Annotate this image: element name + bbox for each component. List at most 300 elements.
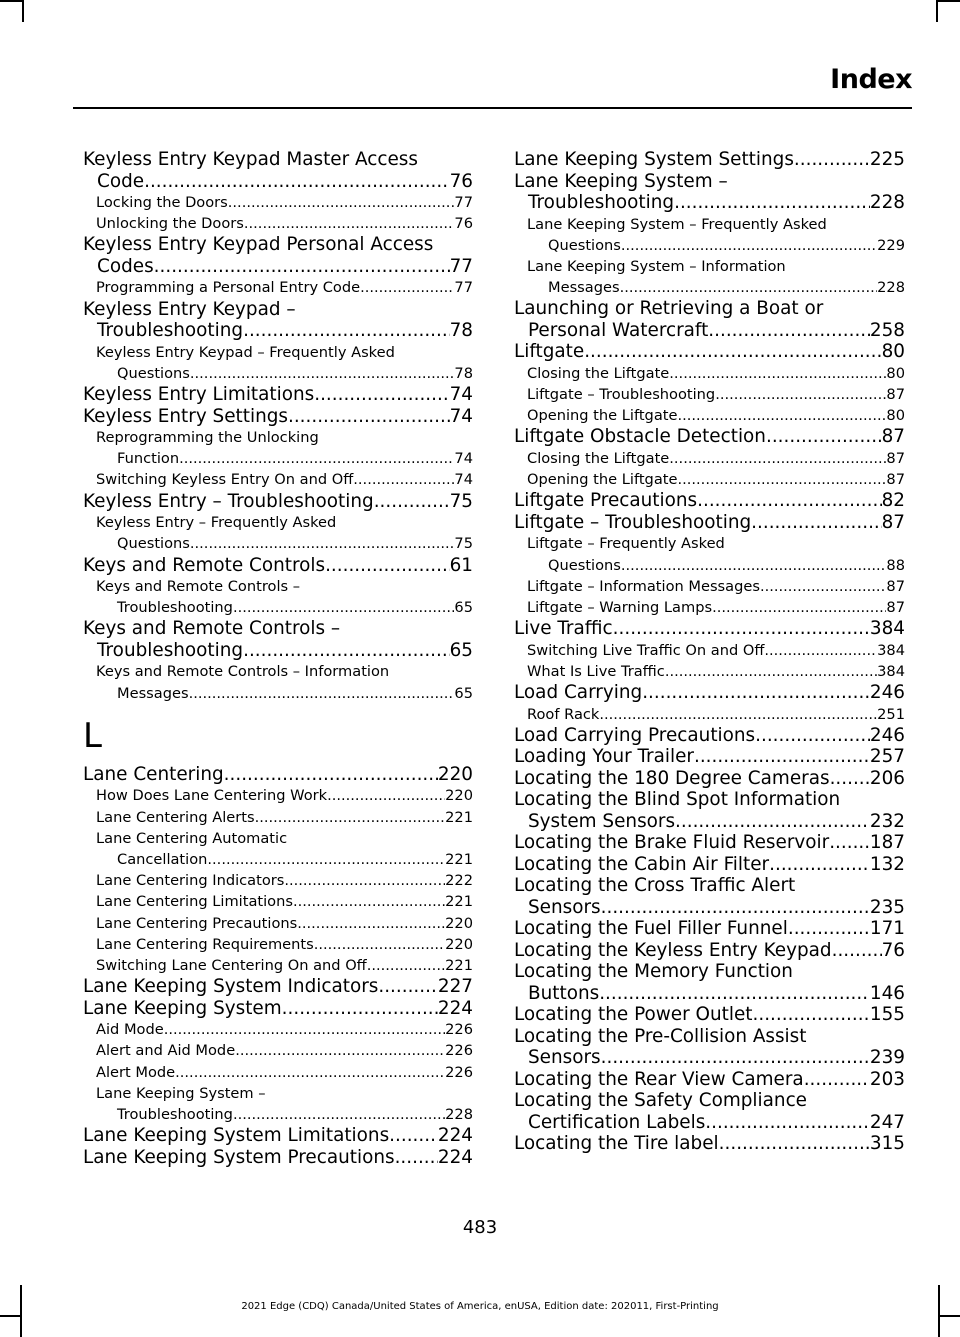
entry-text: Troubleshooting [528, 192, 675, 213]
entry-text: Programming a Personal Entry Code [96, 279, 361, 297]
entry-text: Sensors [528, 896, 601, 918]
entry-text: Launching or Retrieving a Boat or [514, 298, 824, 320]
entry-text: Liftgate – Frequently Asked [527, 535, 725, 553]
index-subentry[interactable] [83, 576, 473, 618]
dot-leader [769, 854, 870, 876]
entry-text: Closing the Liftgate [527, 449, 670, 467]
entry-text: Alert Mode [96, 1063, 176, 1081]
dot-leader [395, 1147, 438, 1169]
index-entry[interactable] [83, 1125, 473, 1147]
dot-leader [233, 597, 454, 618]
index-entry[interactable] [514, 682, 905, 704]
entry-text: Liftgate – Information Messages [527, 577, 760, 595]
entry-page-number[interactable]: 74 [454, 471, 473, 489]
index-subentry[interactable] [83, 828, 473, 870]
entry-text: Opening the Liftgate [527, 471, 678, 489]
dot-leader [665, 661, 877, 682]
dot-leader [282, 998, 438, 1020]
entry-text: Lane Keeping System – [96, 1084, 266, 1102]
entry-text: Questions [117, 364, 190, 382]
entry-text: Switching Lane Centering On and Off [96, 956, 367, 974]
index-subentry[interactable] [514, 363, 905, 384]
dot-leader [753, 1004, 870, 1026]
entry-page-number[interactable]: 232 [869, 810, 905, 832]
entry-page-number[interactable]: 65 [454, 684, 473, 702]
index-entry[interactable] [514, 426, 905, 448]
entry-page-number[interactable]: 228 [445, 1105, 473, 1123]
index-entry[interactable] [514, 341, 905, 363]
entry-page-number[interactable]: 88 [886, 556, 905, 574]
index-entry[interactable] [83, 1147, 473, 1169]
dot-leader [829, 832, 870, 854]
entry-page-number[interactable]: 315 [869, 1133, 905, 1155]
entry-text: Keyless Entry Keypad Master Access [83, 149, 418, 170]
entry-page-number[interactable]: 226 [445, 1042, 473, 1060]
entry-page-number[interactable]: 251 [877, 705, 905, 723]
index-subentry[interactable] [514, 214, 905, 256]
index-subentry[interactable] [514, 597, 905, 618]
dot-leader [719, 1133, 870, 1155]
entry-text: Roof Rack [527, 705, 600, 723]
entry-page-number[interactable]: 77 [454, 279, 473, 297]
entry-text: Lane Centering Limitations [96, 893, 293, 911]
index-subentry[interactable] [83, 512, 473, 554]
index-entry[interactable] [83, 764, 473, 786]
index-subentry[interactable] [83, 870, 473, 891]
entry-text: Liftgate – Troubleshooting [514, 511, 752, 533]
entry-page-number[interactable]: 82 [881, 490, 905, 512]
entry-page-number[interactable]: 257 [869, 746, 905, 768]
entry-text: Live Traffic [514, 618, 613, 640]
entry-text: Codes [97, 255, 154, 277]
entry-text: Troubleshooting [117, 599, 233, 617]
dot-leader [190, 533, 455, 554]
index-subentry[interactable] [83, 1062, 473, 1083]
entry-text: Switching Live Traffic On and Off [527, 641, 765, 659]
index-subentry[interactable] [514, 448, 905, 469]
index-entry[interactable] [83, 149, 473, 192]
entry-text: Lane Keeping System Settings [514, 149, 794, 170]
entry-page-number[interactable]: 76 [449, 170, 473, 192]
entry-page-number[interactable]: 187 [869, 832, 905, 854]
entry-page-number[interactable]: 87 [881, 426, 905, 448]
entry-text: What Is Live Traffic [527, 662, 665, 680]
index-subentry[interactable] [83, 891, 473, 912]
entry-text: Locating the Memory Function [514, 961, 793, 983]
entry-page-number[interactable]: 221 [445, 956, 473, 974]
dot-leader [674, 192, 870, 214]
dot-leader [669, 363, 886, 384]
index-subentry[interactable] [514, 469, 905, 490]
page-number: 483 [462, 1217, 498, 1238]
dot-leader [712, 597, 886, 618]
index-subentry[interactable] [83, 427, 473, 469]
entry-page-number[interactable]: 206 [869, 767, 905, 789]
entry-page-number[interactable]: 246 [869, 724, 905, 746]
index-entry[interactable] [514, 1004, 905, 1026]
entry-text: Locating the 180 Degree Cameras [514, 767, 830, 789]
entry-text: Lane Keeping System Limitations [83, 1125, 390, 1147]
dot-leader [677, 405, 886, 426]
dot-leader [694, 746, 870, 768]
dot-leader [235, 1040, 445, 1061]
index-entry[interactable] [83, 998, 473, 1020]
entry-page-number[interactable]: 228 [877, 279, 905, 297]
entry-text: Cancellation [117, 850, 208, 868]
index-subentry[interactable] [514, 405, 905, 426]
index-entry[interactable] [514, 832, 905, 854]
entry-page-number[interactable]: 258 [869, 319, 905, 341]
index-entry[interactable] [514, 171, 905, 214]
header-rule [73, 107, 912, 109]
index-entry[interactable] [83, 555, 473, 577]
dot-leader [794, 149, 870, 171]
entry-text: Keyless Entry Keypad – Frequently Asked [96, 343, 395, 361]
dot-leader [293, 891, 445, 912]
entry-text: Closing the Liftgate [527, 364, 670, 382]
dot-leader [228, 192, 455, 213]
dot-leader [804, 1069, 870, 1091]
index-entry[interactable] [83, 491, 473, 513]
entry-page-number[interactable]: 203 [869, 1068, 905, 1090]
index-entry[interactable] [514, 149, 905, 171]
index-entry[interactable] [514, 746, 905, 768]
entry-page-number[interactable]: 80 [881, 341, 905, 363]
entry-text: Function [117, 450, 180, 468]
entry-page-number[interactable]: 246 [869, 682, 905, 704]
entry-text: Locking the Doors [96, 194, 228, 211]
entry-text: Lane Centering [83, 763, 224, 785]
entry-text: Sensors [528, 1047, 601, 1069]
index-section-letter: L [83, 715, 102, 756]
entry-text: Load Carrying Precautions [514, 724, 756, 746]
entry-page-number[interactable]: 226 [445, 1063, 473, 1081]
entry-page-number[interactable]: 229 [877, 236, 905, 254]
index-entry[interactable] [514, 490, 905, 512]
index-entry[interactable] [514, 1069, 905, 1091]
dot-leader [190, 363, 455, 384]
index-entry[interactable] [514, 768, 905, 790]
dot-leader [360, 277, 454, 298]
entry-page-number[interactable]: 220 [445, 914, 473, 932]
entry-page-number[interactable]: 220 [437, 763, 473, 785]
dot-leader [189, 683, 455, 704]
dot-leader [284, 870, 445, 891]
entry-page-number[interactable]: 75 [454, 535, 473, 553]
entry-page-number[interactable]: 80 [886, 364, 905, 382]
entry-text: How Does Lane Centering Work [96, 787, 328, 805]
entry-page-number[interactable]: 247 [869, 1111, 905, 1133]
index-subentry[interactable] [83, 213, 473, 234]
index-entry[interactable] [514, 298, 905, 341]
dot-leader [642, 682, 870, 704]
entry-text: Lane Keeping System – [514, 170, 728, 192]
entry-text: Lane Centering Precautions [96, 914, 298, 932]
entry-page-number[interactable]: 87 [881, 511, 905, 533]
dot-leader [832, 940, 882, 962]
dot-leader [179, 448, 454, 469]
entry-text: Switching Keyless Entry On and Off [96, 471, 354, 489]
index-entry[interactable] [514, 1090, 905, 1133]
dot-leader [620, 277, 878, 298]
entry-page-number[interactable]: 75 [449, 490, 473, 512]
entry-page-number[interactable]: 235 [869, 896, 905, 918]
entry-page-number[interactable]: 87 [886, 386, 905, 404]
entry-text: Locating the Cabin Air Filter [514, 853, 770, 875]
entry-page-number[interactable]: 220 [445, 935, 473, 953]
entry-text: Aid Mode [96, 1021, 164, 1039]
index-entry[interactable] [514, 940, 905, 962]
dot-leader [705, 1112, 870, 1134]
entry-text: Keys and Remote Controls – Information [96, 663, 390, 681]
index-entry[interactable] [514, 875, 905, 918]
index-subentry[interactable] [83, 342, 473, 384]
dot-leader [788, 918, 870, 940]
entry-text: Locating the Blind Spot Information [514, 789, 841, 811]
dot-leader [830, 768, 870, 790]
dot-leader [669, 448, 886, 469]
entry-text: Lane Centering Automatic [96, 829, 288, 847]
index-column-right [514, 149, 905, 1155]
index-entry[interactable] [514, 725, 905, 747]
dot-leader [224, 764, 438, 786]
entry-text: Locating the Cross Traffic Alert [514, 875, 796, 897]
entry-page-number[interactable]: 228 [869, 192, 905, 213]
entry-text: Liftgate – Troubleshooting [527, 386, 716, 404]
entry-page-number[interactable]: 65 [454, 599, 473, 617]
entry-text: Lane Keeping System [83, 997, 282, 1019]
dot-leader [243, 640, 450, 662]
dot-leader [288, 406, 450, 428]
entry-page-number[interactable]: 77 [454, 194, 473, 211]
entry-text: Keyless Entry Keypad Personal Access [83, 234, 434, 256]
dot-leader [367, 955, 445, 976]
dot-leader [715, 384, 886, 405]
entry-page-number[interactable]: 76 [454, 215, 473, 233]
entry-text: Load Carrying [514, 682, 643, 704]
index-entry[interactable] [83, 406, 473, 428]
entry-text: Locating the Rear View Camera [514, 1068, 804, 1090]
index-subentry[interactable] [83, 1083, 473, 1125]
entry-text: Lane Keeping System Indicators [83, 976, 379, 998]
index-entry[interactable] [514, 854, 905, 876]
crop-mark [936, 0, 938, 22]
entry-text: Personal Watercraft [528, 319, 709, 341]
crop-mark [0, 1315, 22, 1317]
dot-leader [621, 555, 887, 576]
crop-mark [22, 0, 24, 22]
entry-page-number[interactable]: 224 [437, 1125, 473, 1147]
edition-footer: 2021 Edge (CDQ) Canada/United States of America, enUSA, Edition date: 202011, First-Printing [241, 1301, 719, 1312]
entry-page-number[interactable]: 220 [445, 787, 473, 805]
dot-leader [584, 341, 881, 363]
entry-text: Liftgate Precautions [514, 490, 698, 512]
index-subentry[interactable] [83, 1040, 473, 1061]
entry-page-number[interactable]: 76 [881, 939, 905, 961]
dot-leader [353, 469, 454, 490]
entry-text: Messages [117, 684, 189, 702]
index-entry[interactable] [83, 384, 473, 406]
dot-leader [374, 491, 450, 513]
entry-text: Troubleshooting [97, 639, 244, 661]
entry-page-number[interactable]: 384 [877, 662, 905, 680]
entry-text: Keyless Entry Settings [83, 405, 288, 427]
index-entry[interactable] [83, 234, 473, 277]
index-subentry[interactable] [83, 955, 473, 976]
index-subentry[interactable] [83, 807, 473, 828]
entry-page-number[interactable]: 78 [449, 320, 473, 342]
entry-text: Opening the Liftgate [527, 407, 678, 425]
dot-leader [207, 849, 445, 870]
entry-text: Liftgate [514, 341, 585, 363]
dot-leader [325, 555, 450, 577]
index-entry[interactable] [514, 918, 905, 940]
dot-leader [378, 976, 438, 998]
index-subentry[interactable] [83, 192, 473, 213]
dot-leader [601, 897, 870, 919]
entry-page-number[interactable]: 225 [869, 149, 905, 170]
index-subentry[interactable] [83, 1019, 473, 1040]
entry-text: Lane Centering Alerts [96, 808, 255, 826]
index-subentry[interactable] [83, 934, 473, 955]
entry-page-number[interactable]: 87 [886, 598, 905, 616]
page-title: Index [830, 64, 912, 95]
entry-page-number[interactable]: 224 [437, 1146, 473, 1168]
dot-leader [677, 469, 886, 490]
entry-page-number[interactable]: 227 [437, 976, 473, 998]
entry-text: Questions [548, 236, 621, 254]
dot-leader [327, 785, 445, 806]
entry-page-number[interactable]: 87 [886, 449, 905, 467]
crop-mark [0, 0, 22, 2]
entry-text: Keys and Remote Controls – [96, 578, 301, 596]
entry-page-number[interactable]: 74 [454, 450, 473, 468]
entry-text: Keyless Entry Limitations [83, 384, 315, 406]
entry-page-number[interactable]: 222 [445, 872, 473, 890]
dot-leader [755, 725, 870, 747]
index-subentry[interactable] [514, 640, 905, 661]
entry-text: Troubleshooting [117, 1105, 233, 1123]
dot-leader [751, 512, 881, 534]
index-subentry[interactable] [514, 661, 905, 682]
entry-page-number[interactable]: 221 [445, 808, 473, 826]
dot-leader [297, 913, 445, 934]
entry-text: Locating the Keyless Entry Keypad [514, 939, 832, 961]
entry-text: Troubleshooting [97, 320, 244, 342]
dot-leader [766, 426, 882, 448]
entry-page-number[interactable]: 224 [437, 997, 473, 1019]
crop-mark [938, 0, 960, 2]
entry-text: Reprogramming the Unlocking [96, 429, 319, 447]
entry-page-number[interactable]: 80 [886, 407, 905, 425]
entry-text: Buttons [528, 982, 600, 1004]
entry-page-number[interactable]: 65 [449, 639, 473, 661]
index-subentry[interactable] [514, 704, 905, 725]
entry-page-number[interactable]: 146 [869, 982, 905, 1004]
entry-text: Lane Keeping System Precautions [83, 1146, 395, 1168]
entry-page-number[interactable]: 74 [449, 384, 473, 406]
dot-leader [675, 811, 870, 833]
entry-page-number[interactable]: 384 [869, 618, 905, 640]
index-entry[interactable] [83, 976, 473, 998]
entry-text: Questions [117, 535, 190, 553]
entry-page-number[interactable]: 384 [877, 641, 905, 659]
entry-text: Alert and Aid Mode [96, 1042, 236, 1060]
entry-text: Code [97, 170, 145, 192]
index-entry[interactable] [514, 961, 905, 1004]
index-entry[interactable] [514, 1133, 905, 1155]
dot-leader [708, 320, 870, 342]
entry-text: Locating the Power Outlet [514, 1004, 753, 1026]
entry-text: Loading Your Trailer [514, 746, 694, 768]
entry-page-number[interactable]: 221 [445, 893, 473, 911]
entry-page-number[interactable]: 87 [886, 577, 905, 595]
entry-text: Liftgate Obstacle Detection [514, 426, 766, 448]
entry-page-number[interactable]: 87 [886, 471, 905, 489]
dot-leader [154, 256, 450, 278]
dot-leader [255, 807, 446, 828]
entry-text: Lane Centering Indicators [96, 872, 285, 890]
index-entry[interactable] [514, 789, 905, 832]
index-entry[interactable] [83, 299, 473, 342]
entry-page-number[interactable]: 74 [449, 405, 473, 427]
entry-page-number[interactable]: 132 [869, 853, 905, 875]
entry-text: Keys and Remote Controls [83, 554, 326, 576]
dot-leader [389, 1125, 438, 1147]
index-subentry[interactable] [83, 785, 473, 806]
entry-page-number[interactable]: 77 [449, 255, 473, 277]
dot-leader [144, 171, 450, 193]
index-subentry[interactable] [514, 576, 905, 597]
entry-page-number[interactable]: 239 [869, 1047, 905, 1069]
entry-text: Locating the Fuel Filler Funnel [514, 918, 788, 940]
dot-leader [613, 618, 870, 640]
entry-page-number[interactable]: 78 [454, 364, 473, 382]
entry-text: Locating the Safety Compliance [514, 1090, 808, 1112]
entry-page-number[interactable]: 61 [449, 554, 473, 576]
entry-page-number[interactable]: 155 [869, 1004, 905, 1026]
entry-text: Unlocking the Doors [96, 215, 244, 233]
entry-page-number[interactable]: 221 [445, 850, 473, 868]
index-entry[interactable] [514, 512, 905, 534]
entry-text: Locating the Pre-Collision Assist [514, 1025, 807, 1047]
entry-text: System Sensors [528, 810, 676, 832]
index-subentry[interactable] [83, 913, 473, 934]
index-subentry[interactable] [514, 256, 905, 298]
dot-leader [243, 320, 450, 342]
entry-text: Keyless Entry – Frequently Asked [96, 514, 337, 532]
index-subentry[interactable] [83, 469, 473, 490]
index-column-left [83, 149, 473, 1168]
index-entry[interactable] [514, 1026, 905, 1069]
dot-leader [764, 640, 877, 661]
dot-leader [175, 1062, 445, 1083]
index-entry[interactable] [83, 618, 473, 661]
crop-mark [938, 1315, 960, 1317]
index-entry[interactable] [514, 618, 905, 640]
index-subentry[interactable] [514, 384, 905, 405]
entry-text: Questions [548, 556, 621, 574]
index-subentry[interactable] [514, 533, 905, 575]
dot-leader [314, 934, 445, 955]
entry-page-number[interactable]: 226 [445, 1021, 473, 1039]
dot-leader [621, 235, 877, 256]
index-subentry[interactable] [83, 277, 473, 298]
entry-text: Liftgate – Warning Lamps [527, 598, 713, 616]
entry-text: Messages [548, 279, 620, 297]
entry-page-number[interactable]: 171 [869, 918, 905, 940]
index-subentry[interactable] [83, 661, 473, 703]
